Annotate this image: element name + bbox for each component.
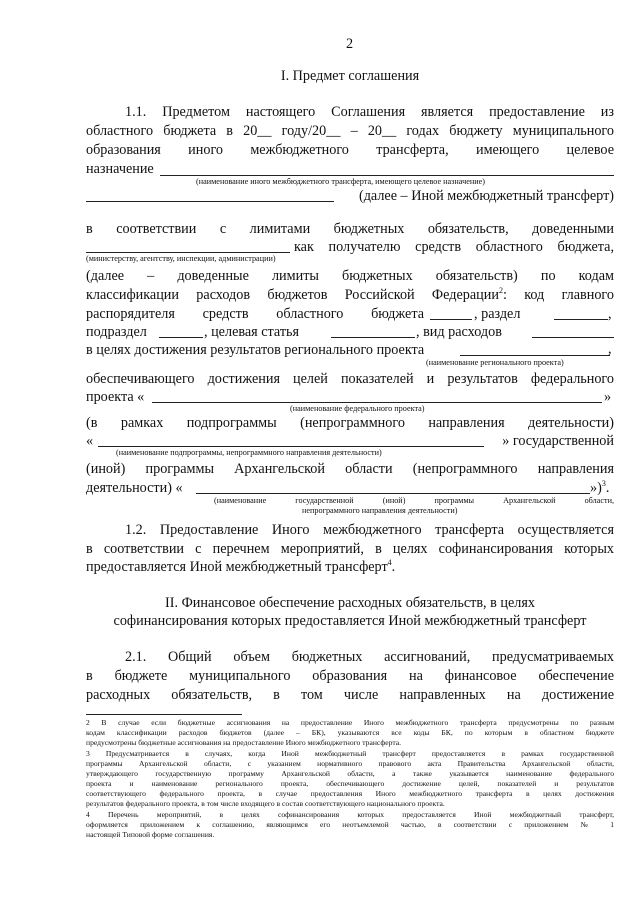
p21-line-3: расходных обязательств, в том числе направленных на достижение xyxy=(86,687,614,703)
caption-ministry: (министерству, агентству, инспекции, администрации) xyxy=(86,254,276,263)
section-2-title-1: II. Финансовое обеспечение расходных обязательств, в целях xyxy=(165,595,535,611)
p11-line-9b: : код главного xyxy=(502,287,614,303)
p11-line-14a: проекта « xyxy=(86,389,145,405)
p11-line-6: в соответствии с лимитами бюджетных обязательств, доведенными xyxy=(86,221,614,237)
p11-line-18c: . xyxy=(605,480,610,496)
page-number: 2 xyxy=(346,36,354,52)
blank-federal-project[interactable] xyxy=(152,402,602,403)
p11-line-15: (в рамках подпрограммы (непрограммного направления деятельности) xyxy=(86,415,614,431)
caption-state-program-1: (наименование государственной (иной) программы Архангельской области, xyxy=(214,496,614,505)
p12-line-1: 1.2. Предоставление Иного межбюджетного трансферта осуществляется xyxy=(125,522,614,538)
p11-line-5: (далее – Иной межбюджетный трансферт) xyxy=(358,188,614,204)
blank-state-program[interactable] xyxy=(196,493,590,494)
p12-line-3 xyxy=(86,558,395,576)
p11-line-16a: « xyxy=(86,433,94,449)
caption-federal-project: (наименование федерального проекта) xyxy=(290,404,425,413)
p11-line-11c: , вид расходов xyxy=(416,324,502,340)
footnote-3-line-1: 3 Предусматривается в случаях, когда Иной межбюджетный трансферт предоставляется в рамках государственной xyxy=(86,749,614,758)
blank-transfer-name-2[interactable] xyxy=(86,201,334,202)
footnote-3-line-4: проекта и наименование регионального проекта, обеспечивающего достижение целей, показателей и результатов xyxy=(86,779,614,788)
p21-line-2: в бюджете муниципального образования на финансовое обеспечение xyxy=(86,668,614,684)
p11-line-10a: распорядителя средств областного бюджета xyxy=(86,306,424,322)
blank-section-code[interactable] xyxy=(554,319,608,320)
footnote-2-line-2: кодам классификации расходов бюджетов (далее – БК), указываются все коды БК, по которым в областном бюджете xyxy=(86,728,614,737)
p11-line-11b: , целевая статья xyxy=(204,324,300,340)
section-2-title-2: софинансирования которых предоставляется Иной межбюджетный трансферт xyxy=(113,613,587,629)
footnote-4-line-3: настоящей Типовой форме соглашения. xyxy=(86,830,215,839)
footnote-ref-2[interactable]: 2 xyxy=(498,286,503,295)
p11-line-14b: » xyxy=(604,389,612,405)
footnote-3-line-3: утверждающего государственную программу Архангельской области, а также указывается наименование федерального xyxy=(86,769,614,778)
p11-comma-2: , xyxy=(608,341,612,357)
caption-subprogram: (наименование подпрограммы, непрограммного направления деятельности) xyxy=(116,448,382,457)
p21-line-1: 2.1. Общий объем бюджетных ассигнований, предусматриваемых xyxy=(125,649,614,665)
blank-transfer-name[interactable] xyxy=(160,175,614,176)
p11-line-16b: » государственной xyxy=(502,433,614,449)
p11-line-3: образования иного межбюджетного трансферта, имеющего целевое xyxy=(86,142,614,158)
footnote-ref-4[interactable]: 4 xyxy=(387,558,392,567)
blank-regional-project[interactable] xyxy=(460,355,610,356)
p11-line-11a: подраздел xyxy=(86,324,147,340)
caption-regional-project: (наименование регионального проекта) xyxy=(426,358,564,367)
p11-line-8: (далее – доведенные лимиты бюджетных обязательств) по кодам xyxy=(86,268,614,284)
footnote-4-line-1: 4 Перечень мероприятий, в целях софинансирования которых предоставляется Иной межбюджетный трансферт, xyxy=(86,810,614,819)
footnote-4-line-2: оформляется приложением к соглашению, являющимся его неотъемлемой частью, в соответствии с приложением № 1 xyxy=(86,820,614,829)
p11-line-1: 1.1. Предметом настоящего Соглашения является предоставление из xyxy=(125,104,614,120)
p12-line-3b: . xyxy=(391,559,396,575)
p11-line-9a: классификации расходов бюджетов Российской Федерации xyxy=(86,287,499,303)
footnote-3-line-6: результатов федерального проекта, в том числе входящего в состав соответствующего национального проекта. xyxy=(86,799,445,808)
caption-state-program-2: непрограммного направления деятельности) xyxy=(302,506,458,515)
footnote-3-line-2: программы Архангельской области, с указанием нормативного правового акта Правительства Архангельской области, xyxy=(86,759,614,768)
blank-expense-type[interactable] xyxy=(532,337,614,338)
footnote-ref-3[interactable]: 3 xyxy=(601,479,606,488)
p11-line-4: назначение xyxy=(86,161,154,177)
blank-ministry[interactable] xyxy=(86,252,290,253)
section-1-title: I. Предмет соглашения xyxy=(280,68,420,84)
p11-line-12: в целях достижения результатов регионального проекта xyxy=(86,342,425,358)
p11-line-13: обеспечивающего достижения целей показателей и результатов федерального xyxy=(86,371,614,387)
footnote-2-line-3: предусмотрены бюджетные ассигнования на предоставление Иного межбюджетного трансферта. xyxy=(86,738,402,747)
blank-target-item[interactable] xyxy=(331,337,415,338)
p11-comma-1: , xyxy=(608,306,612,322)
p11-line-18b-text: ») xyxy=(590,480,602,496)
blank-subsection[interactable] xyxy=(159,337,203,338)
footnote-3-line-5: соответствующего федерального проекта, в случае предоставления Иного межбюджетного трансферта в целях достижения xyxy=(86,789,614,798)
blank-subprogram[interactable] xyxy=(98,446,484,447)
p11-line-2: областного бюджета в 20__ году/20__ – 20__ годах бюджету муниципального xyxy=(86,123,614,139)
blank-gr-code[interactable] xyxy=(430,319,472,320)
p12-line-3a: предоставляется Иной межбюджетный трансферт xyxy=(86,559,388,575)
p11-line-17: (иной) программы Архангельской области (непрограммного направления xyxy=(86,461,614,477)
p11-line-10b: , раздел xyxy=(474,306,521,322)
p11-line-18b xyxy=(590,479,609,497)
p12-line-2: в соответствии с перечнем мероприятий, в целях софинансирования которых xyxy=(86,541,614,557)
footnote-separator xyxy=(86,714,242,715)
caption-transfer-name: (наименование иного межбюджетного трансферта, имеющего целевое назначение) xyxy=(196,177,485,186)
p11-line-18a: деятельности) « xyxy=(86,480,183,496)
p11-line-7: как получателю средств областного бюджета, xyxy=(294,239,614,255)
p11-line-9 xyxy=(86,286,614,304)
footnote-2-line-1: 2 В случае если бюджетные ассигнования на предоставление Иного межбюджетного трансферта предусмотрены по разным xyxy=(86,718,614,727)
